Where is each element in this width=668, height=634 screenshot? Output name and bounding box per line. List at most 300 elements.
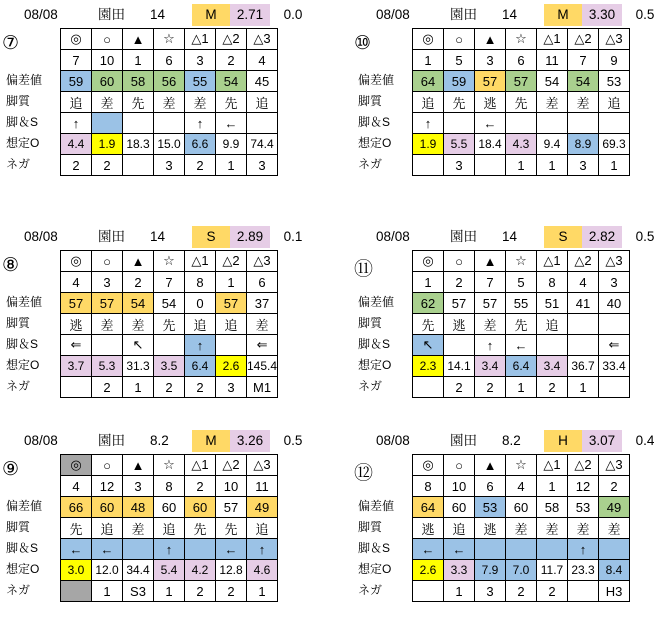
negative-cell (568, 581, 599, 602)
extra-value: 0.4 (635, 433, 655, 448)
table-row (413, 251, 630, 272)
mark-cell: ☆ (506, 251, 537, 272)
running-style-cell: 逃 (475, 92, 506, 113)
leg-s-cell: ← (216, 539, 247, 560)
horse-number-cell: 4 (61, 476, 92, 497)
horse-number-cell: 6 (506, 50, 537, 71)
table-row (413, 356, 630, 377)
extra-value: 0.5 (283, 433, 303, 448)
negative-cell: 2 (537, 581, 568, 602)
running-style-cell: 追 (61, 92, 92, 113)
running-style-cell: 差 (506, 518, 537, 539)
negative-cell (413, 155, 444, 176)
row-label: 脚質 (6, 316, 31, 330)
mark-cell: ▲ (475, 455, 506, 476)
table-row (413, 539, 630, 560)
running-style-cell: 追 (185, 314, 216, 335)
horse-number-cell: 8 (154, 476, 185, 497)
running-style-cell: 追 (444, 518, 475, 539)
negative-cell: 2 (185, 581, 216, 602)
negative-cell (475, 155, 506, 176)
negative-cell: 1 (568, 377, 599, 398)
running-style-cell: 差 (599, 518, 630, 539)
table-row (61, 92, 278, 113)
negative-cell (599, 377, 630, 398)
odds-cell: 2.6 (216, 356, 247, 377)
horse-number-cell: 5 (444, 50, 475, 71)
odds-cell: 3.5 (154, 356, 185, 377)
deviation-cell: 57 (444, 293, 475, 314)
odds-cell: 6.4 (185, 356, 216, 377)
mark-cell: △3 (599, 251, 630, 272)
prediction-table (412, 454, 630, 602)
prediction-table (412, 250, 630, 398)
row-label: 想定O (358, 358, 392, 372)
running-style-cell: 差 (537, 92, 568, 113)
race-header (0, 226, 316, 248)
leg-s-cell: ↑ (185, 113, 216, 134)
running-style-cell: 差 (568, 92, 599, 113)
negative-cell: 1 (444, 581, 475, 602)
horse-number-cell: 1 (123, 50, 154, 71)
prediction-table (60, 28, 278, 176)
odds-cell: 3.7 (61, 356, 92, 377)
running-style-cell: 差 (568, 518, 599, 539)
odds-cell: 2.3 (413, 356, 444, 377)
table-row (61, 29, 278, 50)
running-style-cell: 逃 (475, 518, 506, 539)
horse-number-cell: 2 (216, 50, 247, 71)
horse-number-cell: 11 (537, 50, 568, 71)
horse-number-cell: 1 (537, 476, 568, 497)
mark-cell: ▲ (475, 251, 506, 272)
horse-number-cell: 8 (413, 476, 444, 497)
table-row (61, 377, 278, 398)
odds-cell: 5.5 (444, 134, 475, 155)
horse-number-cell: 10 (92, 50, 123, 71)
deviation-cell: 57 (506, 71, 537, 92)
deviation-cell: 40 (599, 293, 630, 314)
running-style-cell: 先 (444, 92, 475, 113)
running-style-cell: 差 (92, 92, 123, 113)
mark-cell: ○ (92, 29, 123, 50)
race-index-value: 2.71 (230, 4, 270, 26)
leg-s-cell (506, 539, 537, 560)
leg-s-cell (475, 539, 506, 560)
extra-value: 0.5 (635, 229, 655, 244)
odds-cell: 5.4 (154, 560, 185, 581)
running-style-cell: 差 (537, 518, 568, 539)
row-labels (352, 250, 394, 397)
row-labels (352, 454, 394, 601)
odds-cell: 9.4 (537, 134, 568, 155)
leg-s-cell: ← (61, 539, 92, 560)
running-style-cell: 逃 (61, 314, 92, 335)
row-labels (0, 28, 42, 175)
leg-s-cell: ↑ (568, 539, 599, 560)
mark-cell: ◎ (61, 455, 92, 476)
running-style-cell: 追 (154, 518, 185, 539)
negative-cell: 1 (247, 581, 278, 602)
leg-s-cell (154, 113, 185, 134)
mark-cell: △2 (216, 251, 247, 272)
mark-cell: ◎ (61, 251, 92, 272)
odds-cell: 8.9 (568, 134, 599, 155)
deviation-cell: 57 (61, 293, 92, 314)
odds-cell: 2.6 (413, 560, 444, 581)
horse-number-cell: 4 (247, 50, 278, 71)
table-row (413, 113, 630, 134)
race-block (352, 4, 668, 208)
odds-cell: 4.2 (185, 560, 216, 581)
negative-cell (413, 377, 444, 398)
deviation-cell: 54 (123, 293, 154, 314)
deviation-cell: 58 (537, 497, 568, 518)
leg-s-cell: ← (216, 113, 247, 134)
odds-cell: 23.3 (568, 560, 599, 581)
odds-cell: 7.9 (475, 560, 506, 581)
negative-cell: 2 (506, 581, 537, 602)
negative-cell: 3 (154, 155, 185, 176)
odds-cell: 18.3 (123, 134, 154, 155)
horse-number-cell: 2 (444, 272, 475, 293)
horse-number-cell: 7 (568, 50, 599, 71)
negative-cell: 2 (92, 155, 123, 176)
horse-number-cell: 3 (475, 50, 506, 71)
horse-number-cell: 3 (123, 476, 154, 497)
race-date: 08/08 (376, 7, 410, 22)
odds-cell: 6.4 (506, 356, 537, 377)
negative-cell: H3 (599, 581, 630, 602)
track-condition-badge: S (192, 226, 230, 248)
deviation-cell: 60 (154, 497, 185, 518)
negative-cell: 1 (506, 377, 537, 398)
mark-cell: ▲ (123, 455, 154, 476)
leg-s-cell: ↑ (154, 539, 185, 560)
horse-number-cell: 10 (216, 476, 247, 497)
leg-s-cell (185, 539, 216, 560)
mark-cell: △1 (537, 29, 568, 50)
row-labels (0, 250, 42, 397)
running-style-cell: 先 (216, 92, 247, 113)
leg-s-cell (123, 113, 154, 134)
horse-number-cell: 1 (413, 272, 444, 293)
negative-cell: 1 (599, 155, 630, 176)
row-label: 偏差値 (6, 499, 43, 513)
negative-cell: M1 (247, 377, 278, 398)
distance-value: 8.2 (502, 433, 521, 448)
deviation-cell: 49 (599, 497, 630, 518)
odds-cell: 1.9 (413, 134, 444, 155)
mark-cell: ○ (92, 251, 123, 272)
mark-cell: △3 (247, 455, 278, 476)
leg-s-cell (92, 335, 123, 356)
track-condition-badge: M (192, 4, 230, 26)
leg-s-cell: ← (506, 335, 537, 356)
deviation-cell: 48 (123, 497, 154, 518)
running-style-cell: 先 (123, 92, 154, 113)
row-label: 脚質 (358, 94, 383, 108)
horse-number-cell: 3 (185, 50, 216, 71)
race-header (0, 4, 316, 26)
leg-s-cell (123, 539, 154, 560)
track-condition-badge: S (544, 226, 582, 248)
horse-number-cell: 7 (475, 272, 506, 293)
mark-cell: △2 (216, 29, 247, 50)
table-row (413, 581, 630, 602)
row-label: 偏差値 (358, 499, 395, 513)
leg-s-cell (537, 113, 568, 134)
negative-cell: 2 (185, 377, 216, 398)
race-number: ⑪ (354, 259, 374, 280)
deviation-cell: 54 (568, 71, 599, 92)
table-row (413, 293, 630, 314)
race-date: 08/08 (24, 229, 58, 244)
negative-cell: 3 (568, 155, 599, 176)
negative-cell: S3 (123, 581, 154, 602)
distance-value: 14 (150, 229, 166, 244)
negative-cell: 3 (475, 581, 506, 602)
row-label: 脚＆S (6, 115, 39, 129)
mark-cell: △3 (599, 455, 630, 476)
row-label: 想定O (6, 562, 40, 576)
deviation-cell: 51 (537, 293, 568, 314)
horse-number-cell: 2 (185, 476, 216, 497)
horse-number-cell: 12 (568, 476, 599, 497)
table-row (61, 113, 278, 134)
prediction-table (412, 28, 630, 176)
leg-s-cell: ← (92, 539, 123, 560)
race-header (352, 4, 668, 26)
negative-cell: 2 (185, 155, 216, 176)
table-row (61, 134, 278, 155)
table-row (61, 335, 278, 356)
race-index-value: 2.82 (582, 226, 622, 248)
row-label: ネガ (6, 157, 31, 171)
race-block (0, 430, 316, 634)
race-date: 08/08 (24, 433, 58, 448)
leg-s-cell: ← (444, 539, 475, 560)
race-date: 08/08 (376, 229, 410, 244)
leg-s-cell: ← (475, 113, 506, 134)
mark-cell: △2 (568, 455, 599, 476)
table-row (413, 134, 630, 155)
leg-s-cell (537, 539, 568, 560)
odds-cell: 18.4 (475, 134, 506, 155)
odds-cell: 74.4 (247, 134, 278, 155)
prediction-table (60, 250, 278, 398)
deviation-cell: 37 (247, 293, 278, 314)
leg-s-cell: ↑ (185, 335, 216, 356)
mark-cell: ◎ (413, 455, 444, 476)
table-row (61, 314, 278, 335)
table-row (413, 377, 630, 398)
mark-cell: ▲ (123, 251, 154, 272)
race-index-value: 3.30 (582, 4, 622, 26)
deviation-cell: 59 (61, 71, 92, 92)
negative-cell: 1 (123, 377, 154, 398)
mark-cell: △1 (185, 251, 216, 272)
leg-s-cell (568, 335, 599, 356)
leg-s-cell (247, 113, 278, 134)
negative-cell (413, 581, 444, 602)
row-label: ネガ (6, 379, 31, 393)
deviation-cell: 57 (216, 497, 247, 518)
table-row (413, 560, 630, 581)
prediction-table (60, 454, 278, 602)
negative-cell (123, 155, 154, 176)
table-row (61, 155, 278, 176)
table-row (413, 50, 630, 71)
negative-cell: 1 (216, 155, 247, 176)
mark-cell: △1 (185, 29, 216, 50)
deviation-cell: 62 (413, 293, 444, 314)
row-label: 想定O (358, 562, 392, 576)
venue-name: 園田 (450, 433, 477, 448)
table-row (61, 497, 278, 518)
running-style-cell: 追 (247, 92, 278, 113)
leg-s-cell (154, 335, 185, 356)
leg-s-cell (537, 335, 568, 356)
running-style-cell: 差 (247, 314, 278, 335)
deviation-cell: 45 (247, 71, 278, 92)
odds-cell: 145.4 (247, 356, 278, 377)
deviation-cell: 60 (92, 497, 123, 518)
negative-cell: 3 (247, 155, 278, 176)
mark-cell: ◎ (413, 29, 444, 50)
extra-value: 0.0 (283, 7, 303, 22)
horse-number-cell: 4 (61, 272, 92, 293)
negative-cell: 2 (154, 377, 185, 398)
row-label: 脚質 (358, 316, 383, 330)
leg-s-cell (444, 335, 475, 356)
odds-cell: 15.0 (154, 134, 185, 155)
mark-cell: △1 (537, 251, 568, 272)
race-block (0, 226, 316, 430)
table-row (61, 251, 278, 272)
horse-number-cell: 4 (568, 272, 599, 293)
row-label: ネガ (358, 583, 383, 597)
track-condition-badge: M (544, 4, 582, 26)
race-number: ⑩ (354, 33, 372, 54)
table-row (413, 155, 630, 176)
table-row (61, 50, 278, 71)
mark-cell: ○ (444, 29, 475, 50)
running-style-cell: 先 (185, 518, 216, 539)
deviation-cell: 59 (444, 71, 475, 92)
leg-s-cell (599, 113, 630, 134)
mark-cell: ☆ (154, 455, 185, 476)
deviation-cell: 53 (475, 497, 506, 518)
table-row (413, 476, 630, 497)
running-style-cell: 追 (216, 314, 247, 335)
mark-cell: ◎ (413, 251, 444, 272)
leg-s-cell: ⇐ (247, 335, 278, 356)
deviation-cell: 60 (92, 71, 123, 92)
odds-cell: 3.0 (61, 560, 92, 581)
running-style-cell: 差 (92, 314, 123, 335)
horse-number-cell: 3 (599, 272, 630, 293)
odds-cell: 9.9 (216, 134, 247, 155)
race-block (0, 4, 316, 208)
table-row (61, 71, 278, 92)
odds-cell: 12.0 (92, 560, 123, 581)
distance-value: 14 (150, 7, 166, 22)
table-row (413, 335, 630, 356)
race-header (352, 430, 668, 452)
row-label: 脚＆S (6, 337, 39, 351)
running-style-cell: 追 (599, 92, 630, 113)
race-date: 08/08 (376, 433, 410, 448)
track-condition-badge: M (192, 430, 230, 452)
deviation-cell: 54 (216, 71, 247, 92)
deviation-cell: 53 (599, 71, 630, 92)
running-style-cell: 先 (154, 314, 185, 335)
odds-cell: 4.6 (247, 560, 278, 581)
leg-s-cell: ⇐ (61, 335, 92, 356)
horse-number-cell: 8 (537, 272, 568, 293)
odds-cell: 31.3 (123, 356, 154, 377)
row-label: 偏差値 (358, 73, 395, 87)
row-label: 脚＆S (358, 337, 391, 351)
horse-number-cell: 6 (154, 50, 185, 71)
leg-s-cell (506, 113, 537, 134)
mark-cell: △3 (247, 251, 278, 272)
row-labels (0, 454, 42, 601)
deviation-cell: 64 (413, 497, 444, 518)
deviation-cell: 64 (413, 71, 444, 92)
horse-number-cell: 3 (92, 272, 123, 293)
race-number: ⑦ (2, 33, 20, 54)
race-header (0, 430, 316, 452)
race-index-value: 3.26 (230, 430, 270, 452)
row-label: 想定O (6, 136, 40, 150)
row-label: 脚＆S (358, 115, 391, 129)
extra-value: 0.5 (635, 7, 655, 22)
running-style-cell: 逃 (444, 314, 475, 335)
horse-number-cell: 6 (475, 476, 506, 497)
mark-cell: △2 (568, 251, 599, 272)
leg-s-cell (599, 539, 630, 560)
deviation-cell: 57 (475, 71, 506, 92)
horse-number-cell: 1 (216, 272, 247, 293)
running-style-cell (568, 314, 599, 335)
distance-value: 14 (502, 229, 518, 244)
odds-cell: 33.4 (599, 356, 630, 377)
race-number: ⑫ (354, 463, 374, 484)
mark-cell: ○ (444, 455, 475, 476)
running-style-cell: 先 (61, 518, 92, 539)
running-style-cell: 追 (247, 518, 278, 539)
mark-cell: ○ (444, 251, 475, 272)
odds-cell: 14.1 (444, 356, 475, 377)
leg-s-cell: ← (413, 539, 444, 560)
leg-s-cell: ↑ (475, 335, 506, 356)
venue-name: 園田 (98, 7, 125, 22)
leg-s-cell (568, 113, 599, 134)
horse-number-cell: 9 (599, 50, 630, 71)
race-date: 08/08 (24, 7, 58, 22)
negative-cell: 3 (444, 155, 475, 176)
deviation-cell: 60 (506, 497, 537, 518)
odds-cell: 6.6 (185, 134, 216, 155)
odds-cell: 5.3 (92, 356, 123, 377)
negative-cell: 1 (537, 155, 568, 176)
negative-cell: 3 (216, 377, 247, 398)
row-label: 脚＆S (358, 541, 391, 555)
horse-number-cell: 7 (61, 50, 92, 71)
table-row (413, 29, 630, 50)
